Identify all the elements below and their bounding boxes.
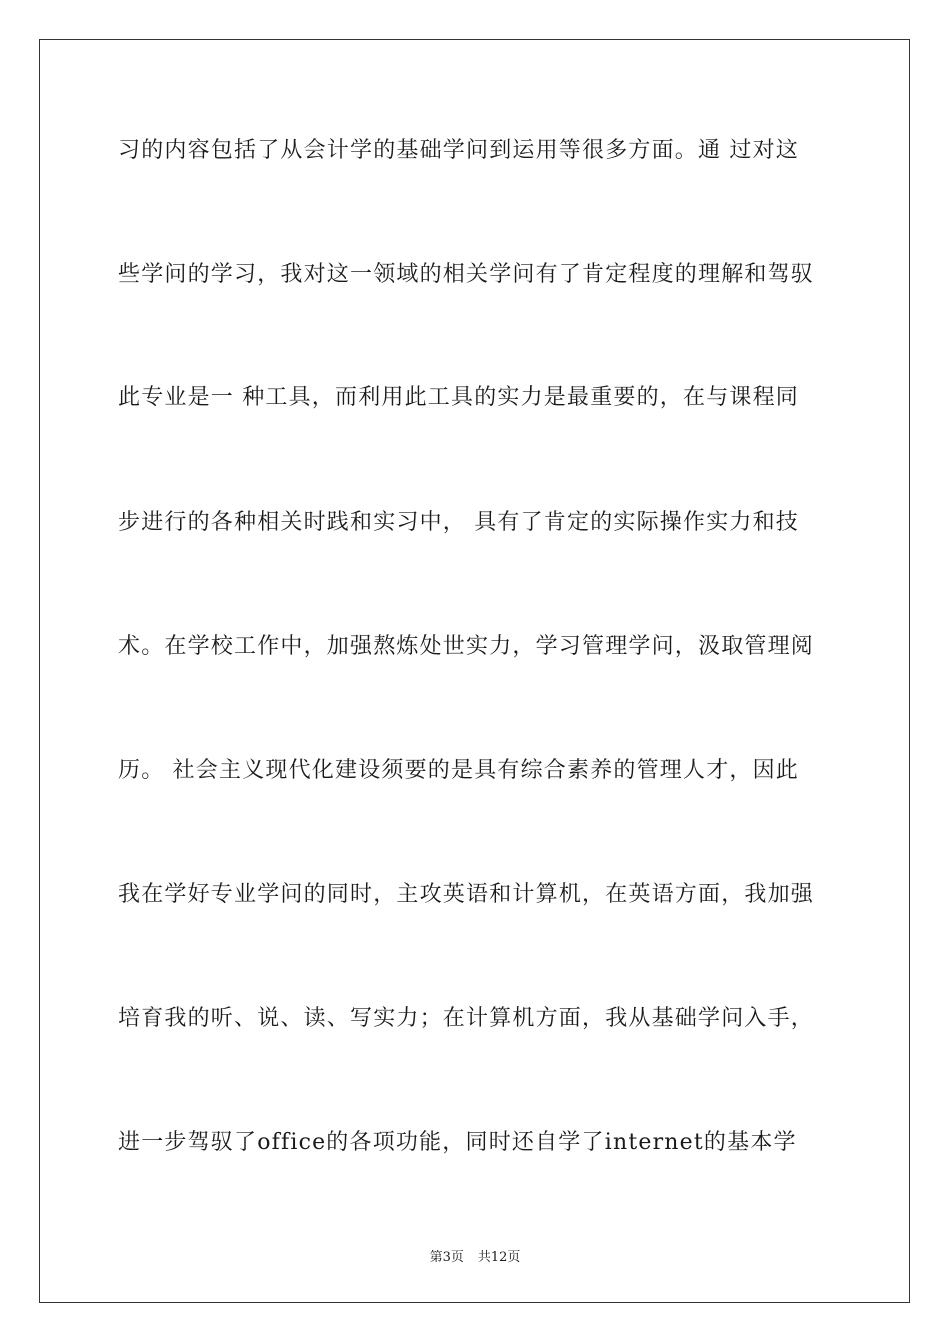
body-text-line: 习的内容包括了从会计学的基础学问到运用等很多方面。通 过对这 — [118, 138, 799, 163]
body-text-line: 进一步驾驭了office的各项功能，同时还自学了internet的基本学 — [118, 1130, 797, 1155]
page-number-total: 共12页 — [477, 1250, 521, 1265]
page-footer — [0, 1249, 950, 1267]
page-number-current: 第3页 — [429, 1250, 464, 1265]
body-text-line: 我在学好专业学问的同时，主攻英语和计算机，在英语方面，我加强 — [118, 882, 815, 907]
body-text-line: 些学问的学习，我对这一领域的相关学问有了肯定程度的理解和驾驭 — [118, 262, 815, 287]
body-text-line: 此专业是一 种工具，而利用此工具的实力是最重要的，在与课程同 — [118, 385, 799, 410]
body-text-line: 培育我的听、说、读、写实力；在计算机方面，我从基础学问入手， — [118, 1006, 815, 1031]
page-border — [39, 39, 910, 1303]
body-text-line: 历。 社会主义现代化建设须要的是具有综合素养的管理人才，因此 — [118, 758, 799, 783]
body-text-line: 术。在学校工作中，加强熬炼处世实力，学习管理学问，汲取管理阅 — [118, 634, 815, 659]
body-text-line: 步进行的各种相关时践和实习中， 具有了肯定的实际操作实力和技 — [118, 510, 799, 535]
